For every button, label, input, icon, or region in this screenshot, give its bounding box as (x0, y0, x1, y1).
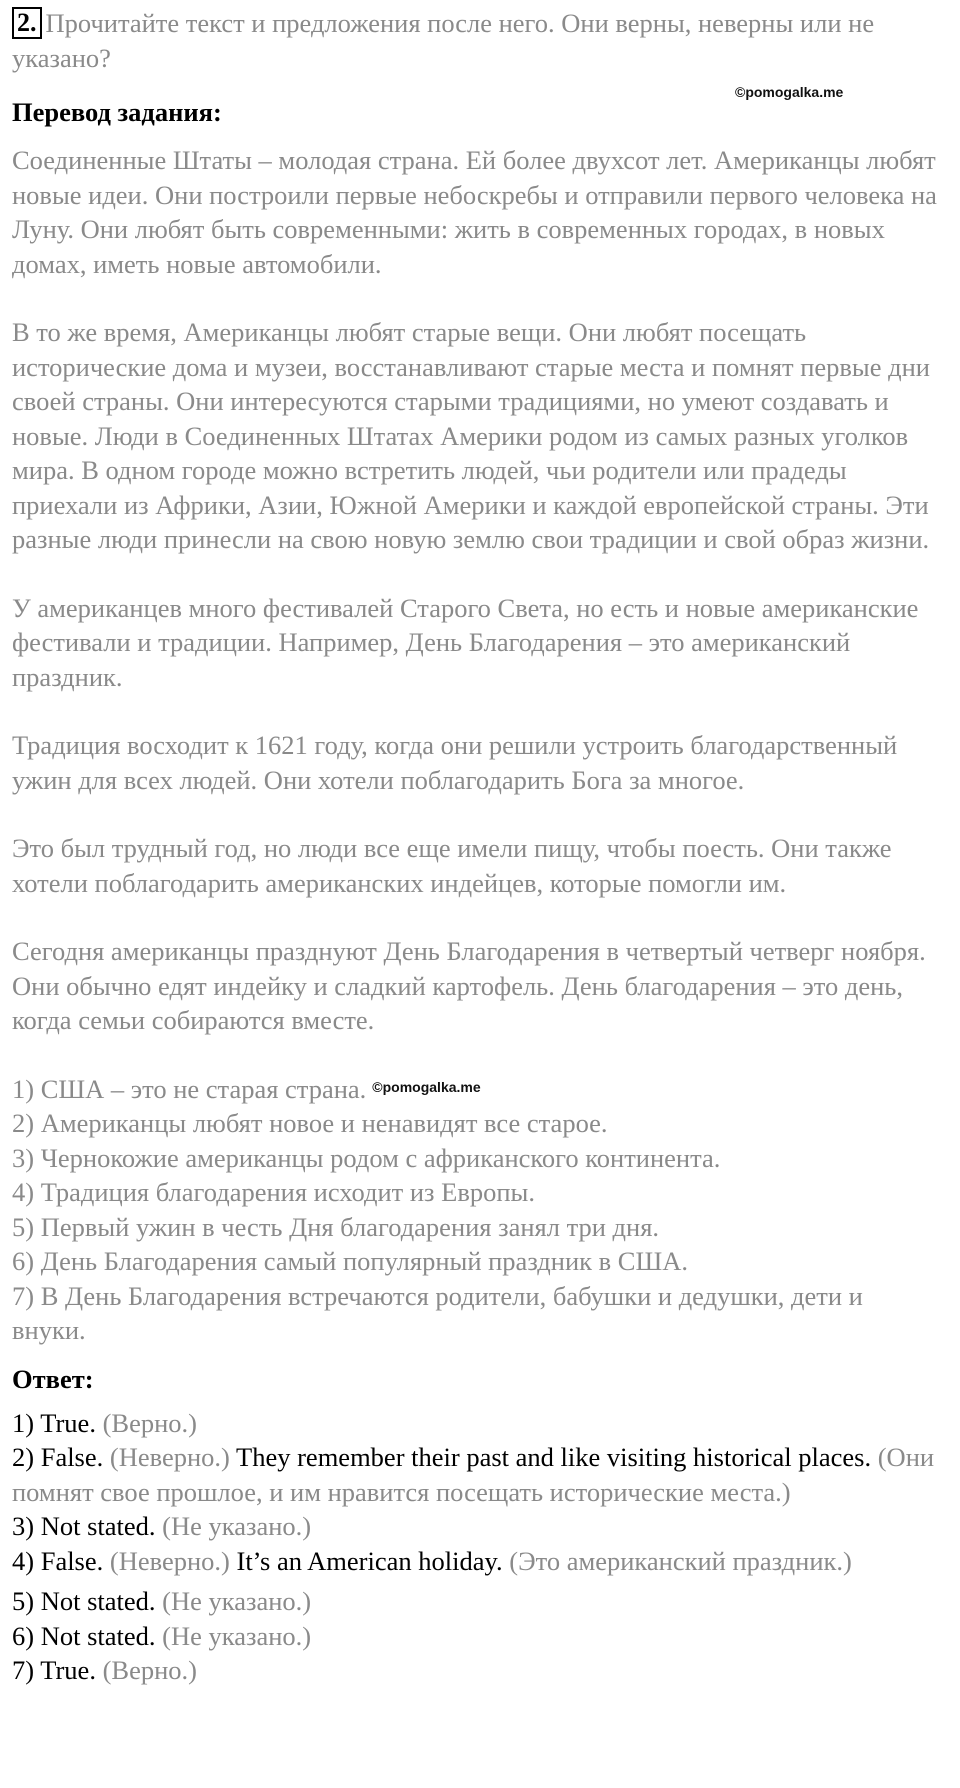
paragraph-4: Традиция восходит к 1621 году, когда они решили устроить благодарственный ужин для всех людей. Они хотели поблагодарить Бога за многое. (12, 730, 898, 795)
answer-1 (12, 1406, 942, 1441)
answer-explanation: It’s an American holiday. (236, 1545, 503, 1576)
watermark-top: ©pomogalka.me (735, 84, 844, 100)
task-instruction-line (12, 6, 942, 75)
statement-4: 4) Традиция благодарения исходит из Европы. (12, 1177, 535, 1207)
answer-translation: (Неверно.) (109, 1442, 230, 1472)
statement-7: 7) В День Благодарения встречаются родители, бабушки и дедушки, дети и внуки. (12, 1280, 863, 1345)
statement-6: 6) День Благодарения самый популярный праздник в США. (12, 1246, 688, 1276)
answer-6 (12, 1619, 942, 1654)
worksheet-page (12, 6, 942, 1688)
answer-explanation-translation: (Они помнят свое прошлое, и им нравится посещать исторические места.) (12, 1442, 935, 1507)
answer-7 (12, 1653, 942, 1688)
paragraph-5: Это был трудный год, но люди все еще имели пищу, чтобы поесть. Они также хотели поблагодарить американских индейцев, которые помогли им. (12, 833, 892, 898)
answer-verdict: 3) Not stated. (12, 1511, 156, 1541)
answer-verdict: 2) False. (12, 1442, 104, 1472)
answer-explanation-translation: (Это американский праздник.) (509, 1545, 852, 1576)
answer-translation: (Верно.) (102, 1407, 197, 1438)
answer-translation: (Неверно.) (109, 1545, 230, 1576)
task-instruction: Прочитайте текст и предложения после него. Они верны, неверны или не указано? (12, 8, 875, 73)
answer-explanation: They remember their past and like visiting historical places. (236, 1442, 872, 1472)
answer-verdict: 4) False. (12, 1545, 104, 1576)
answer-verdict: 7) True. (12, 1655, 96, 1685)
statement-2: 2) Американцы любят новое и ненавидят все старое. (12, 1108, 608, 1138)
answer-heading: Ответ: (12, 1363, 94, 1394)
watermark-inline: ©pomogalka.me (372, 1078, 481, 1095)
statements-list (12, 1072, 942, 1348)
answer-4 (12, 1544, 942, 1579)
answer-verdict: 1) True. (12, 1407, 96, 1438)
answer-verdict: 6) Not stated. (12, 1620, 156, 1651)
answer-2 (12, 1440, 942, 1509)
answer-translation: (Верно.) (102, 1655, 197, 1685)
answer-translation: (Не указано.) (162, 1586, 312, 1616)
statement-text: 1) США – это не старая страна. (12, 1073, 367, 1104)
answer-5 (12, 1584, 942, 1619)
paragraph-6: Сегодня американцы празднуют День Благодарения в четвертый четверг ноября. Они обычно едят индейку и сладкий картофель. День благодарения – это день, когда семьи собираются вместе. (12, 936, 926, 1035)
paragraph-2: В то же время, Американцы любят старые вещи. Они любят посещать исторические дома и музеи, восстанавливают старые места и помнят первые дни своей страны. Они интересуются старыми традициями, но умеют создавать и новые. Люди в Соединенных Штатах Америки родом из самых разных уголков мира. В одном городе можно встретить людей, чьи родители или прадеды приехали из Африки, Азии, Южной Америки и каждой европейской страны. Эти разные люди принесли на свою новую землю свои традиции и свой образ жизни. (12, 317, 930, 554)
answer-translation: (Не указано.) (162, 1620, 312, 1651)
answer-translation: (Не указано.) (162, 1511, 312, 1541)
statement-1 (12, 1072, 942, 1107)
paragraph-1: Соединенные Штаты – молодая страна. Ей более двухсот лет. Американцы любят новые идеи. Они построили первые небоскребы и отправили первого человека на Луну. Они любят быть современными: жить в современных городах, в новых домах, иметь новые автомобили. (12, 145, 937, 279)
paragraph-3: У американцев много фестивалей Старого Света, но есть и новые американские фестивали и традиции. Например, День Благодарения – это американский праздник. (12, 592, 919, 692)
translation-heading: Перевод задания: (12, 97, 222, 127)
statement-3: 3) Чернокожие американцы родом с африканского континента. (12, 1142, 721, 1173)
answer-3 (12, 1509, 942, 1544)
answer-verdict: 5) Not stated. (12, 1586, 156, 1616)
task-number: 2. (12, 7, 42, 39)
statement-5: 5) Первый ужин в честь Дня благодарения занял три дня. (12, 1211, 660, 1242)
answers-list (12, 1406, 942, 1688)
